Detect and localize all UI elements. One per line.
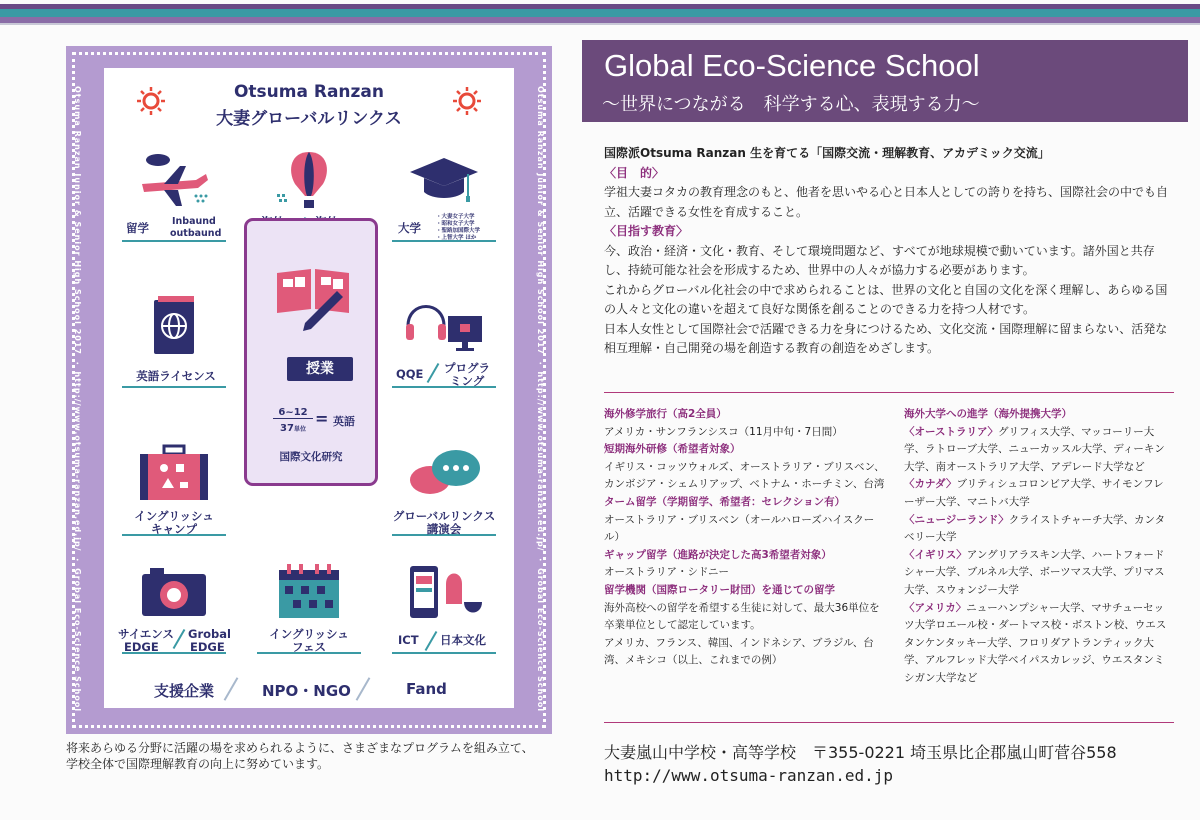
universities-heading: 海外大学への進学（海外提携大学） [904,408,1072,420]
divider-slash [427,363,440,383]
country-entry [904,512,1174,547]
overseas-university-column [904,406,1174,688]
divider-slash [356,677,371,701]
cell-fes [253,556,365,674]
airplane-icon [134,150,214,212]
intro-heading: 〈目指す教育〉 [604,224,689,238]
page-title: Global Eco-Science School [604,48,980,83]
cell-underline [392,652,496,654]
intro-lead: 国際派Otsuma Ranzan 生を育てる「国際交流・理解教育、アカデミック交流」 [604,146,1050,160]
equals-value: 英語 [333,415,355,428]
cell-label: 英語ライセンス [136,369,216,383]
fraction-bottom [273,423,313,434]
cell-ict [388,556,500,674]
cell-label: 大学 [398,221,421,235]
cell-label: QQE [396,367,424,381]
program-text: イギリス・コッツウォルズ、オーストラリア・ブリスベン、カンボジア・シェムリアップ、ベトナム・ホーチミン、台湾 [604,460,885,491]
divider-rule [604,722,1174,723]
headphones-monitor-icon [404,296,484,358]
program-heading: ターム留学（学期留学、希望者：セレクション有） [604,495,846,508]
intro-section [604,144,1174,359]
cell-ryugaku [118,144,230,262]
suitcase-icon [134,444,214,506]
support-label: 支援企業 [154,682,215,700]
caption-line: 将来あらゆる分野に活躍の場を求められるように、さまざまなプログラムを組み立て、 [66,741,534,755]
cell-label: サイエンス [118,627,174,641]
cell-label: キャンプ [151,522,197,536]
program-heading: 短期海外研修（希望者対象） [604,443,741,456]
university-list: アングリアラスキン大学、ハートフォードシャー大学、ブルネル大学、ボーツマス大学、プリマス大学、スウォンジー大学 [904,548,1165,596]
program-text: アメリカ、フランス、韓国、インドネシア、ブラジル、台湾、メキシコ（以上、これまでの例） [604,636,874,667]
intro-paragraph: これからグローバル化社会の中で求められることは、世界の文化と自国の文化を深く理解し、あらゆる国の人々と文化の違いを超えて良好な関係を創ることのできる力を持つ人材です。 [604,282,1168,316]
study-abroad-column [604,406,886,670]
support-label: NPO・NGO [262,682,351,700]
top-stripe-teal [0,9,1200,17]
university-list: ブリティシュコロンビア大学、サイモンフレーザー大学、マニトバ大学 [904,478,1164,508]
poster-caption [66,740,566,772]
fraction-top: 6~12 [273,407,313,419]
program-heading: 海外修学旅行（高2全員） [604,408,727,420]
cell-sublabel: outbaund [170,228,222,239]
cell-label: ICT [398,633,419,647]
hot-air-balloon-icon [269,150,349,212]
cell-underline [122,386,226,388]
program-heading: ギャップ留学（進路が決定した高3希望者対象） [604,548,832,561]
cell-label: 留学 [126,221,149,235]
cell-label: ミング [450,374,485,388]
camera-icon [134,562,214,624]
caption-line: 学校全体で国際理解教育の向上に努めています。 [66,757,330,771]
cell-underline [122,240,226,242]
university-list: グリフィス大学、マッコーリー大学、ラトローブ大学、ニューカッスル大学、ディーキン大学、南オーストラリア大学、アデレード大学など [904,425,1165,473]
country-name: 〈イギリス〉 [904,548,967,561]
class-badge: 授業 [287,357,353,381]
cell-label: 講演会 [426,522,462,536]
country-name: 〈アメリカ〉 [904,601,967,614]
university-item: ・昭和女子大学 [436,221,475,227]
school-url-link[interactable]: http://www.otsuma-ranzan.ed.jp [604,766,893,785]
cell-label: 日本文化 [440,633,486,647]
equals-sign: = [315,409,329,428]
cell-label: グローバルリンクス [392,509,496,523]
cell-label: Grobal [188,627,231,641]
vertical-caption-left: Otsuma Ranzan Junior & Senior High School 2017 ・ http://www.otsuma-ranzan.ed.jp/ ・ Grobal Eco-Science School [73,86,82,713]
divider-slash [224,677,239,701]
university-list: クライストチャーチ大学、カンタベリー大学 [904,513,1166,544]
cell-label: フェス [292,640,326,654]
top-stripe-grey [0,23,1200,25]
country-name: 〈オーストラリア〉 [904,425,998,438]
university-item: ・聖路加国際大学 [436,228,481,234]
divider-rule [604,392,1174,393]
cell-label: イングリッシュ [269,627,349,641]
country-entry [904,424,1174,477]
intro-paragraph: 日本人女性として国際社会で活躍できる力を身につけるため、文化交流・国際理解に留まらない、活発な相互理解・自己開発の場を創造する教育の創造をめざします。 [604,321,1168,355]
program-poster [66,46,552,734]
country-entry [904,476,1174,511]
program-text: 海外高校への留学を希望する生徒に対して、最大36単位を卒業単位として認定しています。 [604,601,880,632]
cell-global [388,438,500,556]
country-entry [904,547,1174,600]
fraction-unit: 単位 [293,426,306,433]
cell-eigo [118,290,230,408]
intro-paragraph: 今、政治・経済・文化・教育、そして環境問題など、すべてが地球規模で動いています。諸外国と共存し、持続可能な社会を形成するため、世界中の人々が協力する必要があります。 [604,243,1155,277]
passport-icon [134,296,214,358]
cell-science [118,556,230,674]
support-row [104,674,514,702]
university-item: ・上智大学 ほか [436,235,477,241]
country-name: 〈ニュージーランド〉 [904,513,1009,526]
cell-label: EDGE [124,640,159,654]
kokusai-label: 国際文化研究 [279,451,343,463]
border-dots [72,725,546,728]
program-text: オーストラリア・シドニー [604,566,730,579]
poster-panel [104,68,514,708]
intro-paragraph: 学祖大妻コタカの教育理念のもと、他者を思いやる心と日本人としての誇りを持ち、国際社会の中でも自立、活躍できる女性を育成すること。 [604,185,1169,219]
divider-slash [173,629,186,649]
program-text: オーストラリア・ブリスベン（オールハローズハイスクール） [604,513,875,544]
smartphone-tea-icon [404,562,484,624]
country-name: 〈カナダ〉 [904,478,957,491]
poster-title-jp: 大妻グローバルリンクス [216,109,402,129]
program-text: アメリカ・サンフランシスコ（11月中旬・7日間） [604,425,843,438]
country-entry [904,600,1174,688]
support-label: Fand [406,680,447,698]
cell-label: EDGE [190,640,225,654]
university-item: ・大妻女子大学 [436,214,475,220]
vertical-caption-right: Otsuma Ranzan Junior & Senior High School 2017 ・ http://www.otsuma-ranzan.ed.jp/ ・ Grobal Eco-Science School [536,86,545,713]
header-banner [582,40,1188,122]
calendar-icon [269,562,349,624]
intro-heading: 〈目 的〉 [604,165,665,180]
cell-label: プログラ [444,361,490,375]
cell-daigaku [388,144,500,262]
border-dots [72,52,546,55]
program-heading: 留学機関（国際ロータリー財団）を通じての留学 [604,583,835,596]
page-subtitle: 〜世界につながる 科学する心、表現する力〜 [602,94,980,115]
book-pencil-icon [275,263,351,333]
speech-bubbles-icon [404,444,484,506]
graduation-cap-icon [404,150,484,212]
cell-sublabel: Inbaund [172,216,216,227]
divider-slash [425,631,438,651]
center-class-panel [244,218,378,486]
university-list: ニューハンプシャー大学、マサチューセッツ大学ロエール校・ダートマス校・ボストン校、ウエスタンケンタッキー大学、フロリダアトランティック大学、アルフレッド大学ベイパスカレッジ、ウエスタンミシガン大学など [904,601,1167,684]
cell-qqe [388,290,500,408]
fraction-number: 37 [280,423,294,434]
cell-camp [118,438,230,556]
poster-title-en: Otsuma Ranzan [233,82,385,102]
cell-label: イングリッシュ [134,509,214,523]
school-address: 大妻嵐山中学校・高等学校 〒355-0221 埼玉県比企郡嵐山町菅谷558 [604,743,1117,762]
